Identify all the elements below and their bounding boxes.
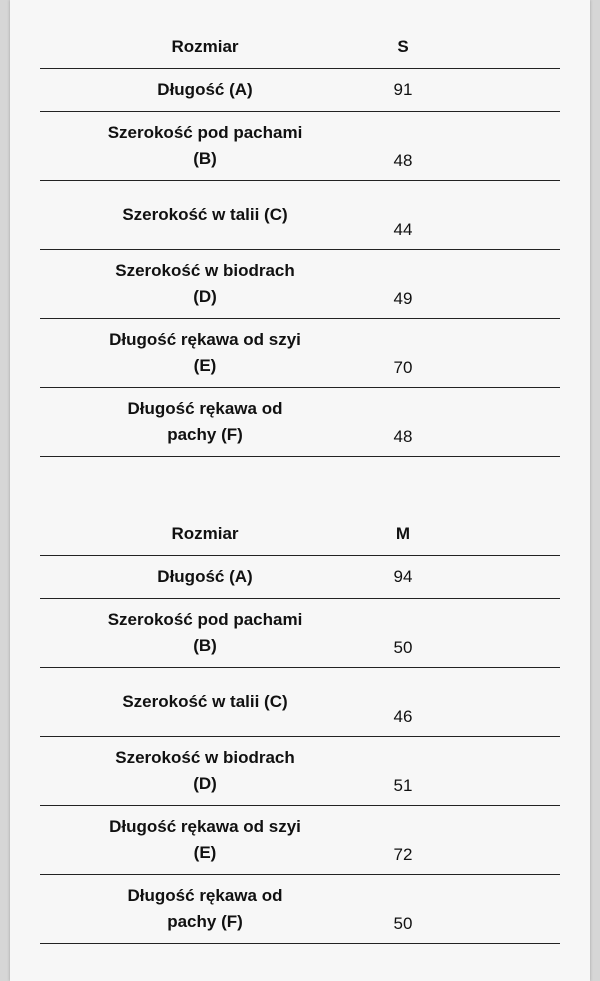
row-value: 48 bbox=[393, 427, 413, 446]
header-size: M bbox=[395, 524, 411, 543]
row-value: 50 bbox=[393, 638, 413, 657]
row-label: Szerokość pod pachami (B) bbox=[107, 123, 303, 168]
page bbox=[10, 0, 590, 981]
row-label: Szerokość w talii (C) bbox=[122, 205, 288, 224]
table-row bbox=[40, 737, 560, 806]
size-table-m bbox=[40, 513, 560, 944]
row-label: Szerokość pod pachami (B) bbox=[107, 610, 303, 655]
table-header bbox=[40, 26, 560, 69]
header-label: Rozmiar bbox=[171, 524, 239, 543]
table-row bbox=[40, 181, 560, 250]
table-row bbox=[40, 875, 560, 944]
table-row bbox=[40, 250, 560, 319]
row-value: 70 bbox=[393, 358, 413, 377]
row-label: Długość rękawa od szyi (E) bbox=[109, 817, 301, 862]
table-header bbox=[40, 513, 560, 556]
row-value: 48 bbox=[393, 151, 413, 170]
table-row bbox=[40, 319, 560, 388]
table-row bbox=[40, 69, 560, 112]
table-row bbox=[40, 668, 560, 737]
header-label: Rozmiar bbox=[171, 37, 239, 56]
row-label: Długość rękawa od pachy (F) bbox=[127, 886, 283, 931]
row-label: Długość rękawa od szyi (E) bbox=[109, 330, 301, 375]
row-value: 50 bbox=[393, 914, 413, 933]
row-value: 72 bbox=[393, 845, 413, 864]
row-value: 91 bbox=[393, 80, 413, 99]
row-value: 49 bbox=[393, 289, 413, 308]
row-value: 44 bbox=[393, 220, 413, 239]
row-label: Długość rękawa od pachy (F) bbox=[127, 399, 283, 444]
header-size: S bbox=[397, 37, 409, 56]
table-row bbox=[40, 599, 560, 668]
table-row bbox=[40, 556, 560, 599]
size-table-s bbox=[40, 26, 560, 457]
table-row bbox=[40, 388, 560, 457]
row-value: 51 bbox=[393, 776, 413, 795]
row-label: Szerokość w talii (C) bbox=[122, 692, 288, 711]
row-value: 46 bbox=[393, 707, 413, 726]
table-row bbox=[40, 806, 560, 875]
row-label: Długość (A) bbox=[157, 80, 253, 99]
row-label: Długość (A) bbox=[157, 567, 253, 586]
row-value: 94 bbox=[393, 567, 413, 586]
row-label: Szerokość w biodrach (D) bbox=[115, 748, 295, 793]
table-row bbox=[40, 112, 560, 181]
row-label: Szerokość w biodrach (D) bbox=[115, 261, 295, 306]
